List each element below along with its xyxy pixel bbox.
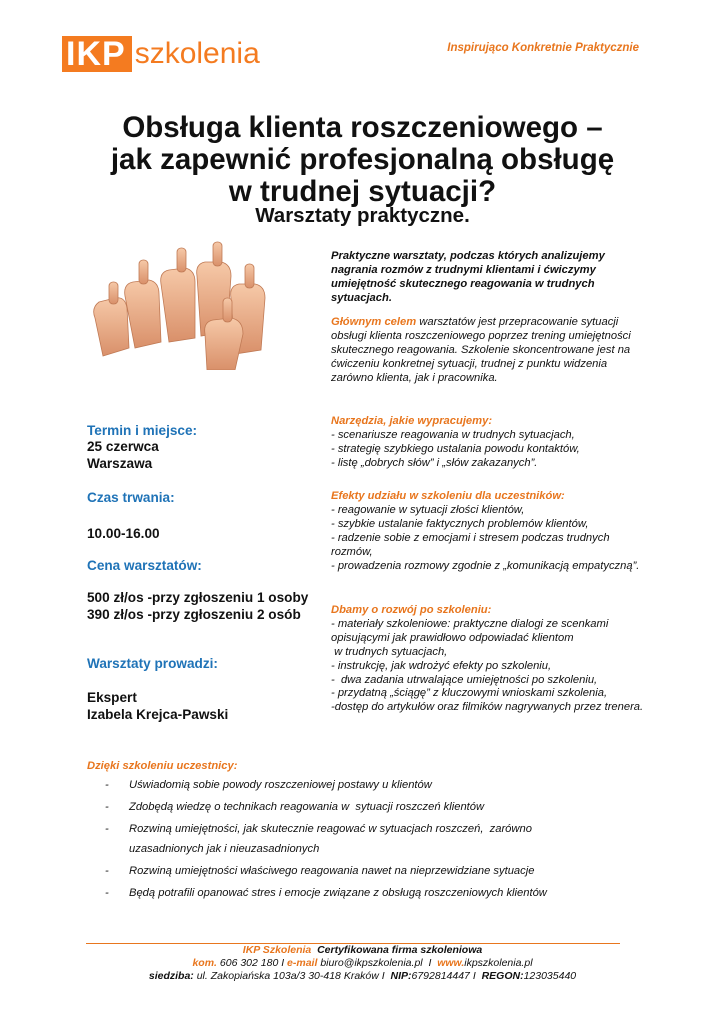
list-item bbox=[105, 778, 665, 792]
effects-heading: Efekty udziału w szkoleniu dla uczestników: bbox=[331, 490, 565, 502]
bullet-dash: - bbox=[105, 865, 109, 877]
list-item: - reagowanie w sytuacji złości klientów, bbox=[331, 503, 525, 516]
footer-nip: 6792814447 I bbox=[411, 970, 482, 982]
list-item: - dwa zadania utrwalające umiejętności po szkoleniu, bbox=[331, 673, 598, 686]
benefit-text: Zdobędą wiedzę o technikach reagowania w sytuacji roszczeń klientów bbox=[129, 801, 485, 813]
price-heading: Cena warsztatów: bbox=[87, 558, 202, 573]
goal-lead: Głównym celem bbox=[331, 316, 417, 328]
benefits-heading: Dzięki szkoleniu uczestnicy: bbox=[87, 760, 238, 772]
price-1: 500 zł/os -przy zgłoszeniu 1 osoby bbox=[87, 590, 309, 605]
list-item: - przydatną „ściągę” z kluczowymi wnioskami szkolenia, bbox=[331, 687, 608, 700]
term-place: Warszawa bbox=[87, 456, 153, 471]
benefit-text: Rozwiną umiejętności właściwego reagowania nawet na nieprzewidziane sytuacje bbox=[129, 865, 535, 877]
list-item: - strategię szybkiego ustalania powodu kontaktów, bbox=[331, 442, 580, 455]
list-item: - materiały szkoleniowe: praktyczne dialogi ze scenkami opisującymi jak prawidłowo odpowiadać klientom bbox=[331, 617, 609, 644]
development-heading: Dbamy o rozwój po szkoleniu: bbox=[331, 604, 492, 616]
trainer-name: Izabela Krejca-Pawski bbox=[87, 707, 229, 722]
benefit-text-cont: uzasadnionych jak i nieuzasadnionych bbox=[129, 843, 320, 855]
list-item-continuation bbox=[105, 842, 665, 856]
goal-text: warsztatów jest przepracowanie sytuacji obsługi klienta roszczeniowego poprzez trening umiejętności skutecznego reagowania. Szkolenie skoncentrowane jest na ćwiczeniu konkretnej sytuacji, trudnej z punktu widzenia zarówno klienta, jak i pracownika. bbox=[331, 316, 631, 384]
duration-section bbox=[87, 490, 327, 505]
goal-section bbox=[331, 316, 649, 386]
hours-section bbox=[87, 525, 327, 542]
benefit-text-wrap bbox=[129, 822, 665, 836]
title-line: Obsługa klienta roszczeniowego – bbox=[122, 111, 603, 144]
trainer-section bbox=[87, 656, 327, 671]
tools-heading: Narzędzia, jakie wypracujemy: bbox=[331, 415, 493, 427]
bullet-dash: - bbox=[105, 779, 109, 791]
footer-www[interactable]: ikpszkolenia.pl bbox=[464, 957, 533, 969]
footer-contact bbox=[40, 957, 685, 971]
footer-email-label: e-mail bbox=[287, 957, 318, 969]
bullet-dash: - bbox=[105, 801, 109, 813]
logo bbox=[62, 36, 260, 72]
development-section bbox=[331, 604, 649, 715]
footer-email[interactable]: biuro@ikpszkolenia.pl I bbox=[317, 957, 438, 969]
list-item: w trudnych sytuacjach, bbox=[331, 645, 448, 658]
intro-text bbox=[331, 250, 649, 306]
footer-nip-label: NIP: bbox=[390, 970, 412, 982]
list-item: - listę „dobrych słów” i „słów zakazanych”. bbox=[331, 456, 538, 469]
term-section bbox=[87, 423, 327, 472]
list-item bbox=[105, 864, 665, 878]
list-item: - scenariusze reagowania w trudnych sytuacjach, bbox=[331, 428, 575, 441]
page-title bbox=[40, 112, 685, 208]
logo-word: szkolenia bbox=[134, 37, 260, 70]
benefit-text: Rozwiną umiejętności, jak skutecznie reagować w sytuacjach roszczeń, zarówno bbox=[129, 823, 532, 835]
list-item bbox=[105, 800, 665, 814]
effects-list bbox=[331, 504, 649, 574]
footer-regon-label: REGON: bbox=[481, 970, 524, 982]
hours: 10.00-16.00 bbox=[87, 526, 160, 541]
footer-cert: Certyfikowana firma szkoleniowa bbox=[311, 944, 483, 956]
benefits-list bbox=[105, 778, 665, 908]
footer-www-label: www. bbox=[437, 957, 465, 969]
list-item: - szybkie ustalanie faktycznych problemów klientów, bbox=[331, 517, 589, 530]
price-section bbox=[87, 558, 327, 573]
effects-section bbox=[331, 490, 649, 573]
thumbs-up-hands-illustration bbox=[85, 238, 285, 370]
title-line: w trudnej sytuacji? bbox=[228, 175, 497, 208]
trainer-values bbox=[87, 689, 327, 723]
term-date: 25 czerwca bbox=[87, 439, 159, 454]
benefit-text: Będą potrafili opanować stres i emocje związane z obsługą roszczeniowych klientów bbox=[129, 887, 547, 899]
tools-section bbox=[331, 415, 649, 471]
footer-company-name: IKP Szkolenia bbox=[242, 944, 312, 956]
trainer-heading: Warsztaty prowadzi: bbox=[87, 656, 218, 671]
list-item: - radzenie sobie z emocjami i stresem podczas trudnych rozmów, bbox=[331, 531, 610, 558]
goal-paragraph bbox=[331, 316, 649, 386]
list-item: - instrukcję, jak wdrożyć efekty po szkoleniu, bbox=[331, 659, 552, 672]
subtitle: Warsztaty praktyczne. bbox=[255, 204, 470, 227]
footer-address bbox=[40, 970, 685, 984]
list-item bbox=[105, 822, 665, 836]
footer-company bbox=[40, 944, 685, 958]
tagline: Inspirująco Konkretnie Praktycznie bbox=[447, 42, 639, 54]
logo-box: IKP bbox=[62, 36, 132, 72]
bullet-dash: - bbox=[105, 823, 109, 835]
list-item: -dostęp do artykułów oraz filmików nagrywanych przez trenera. bbox=[331, 701, 644, 714]
footer-phone[interactable]: 606 302 180 I bbox=[216, 957, 288, 969]
tools-list bbox=[331, 429, 649, 471]
footer-regon: 123035440 bbox=[523, 970, 577, 982]
price-2: 390 zł/os -przy zgłoszeniu 2 osób bbox=[87, 607, 301, 622]
development-list bbox=[331, 618, 649, 715]
intro-paragraph: Praktyczne warsztaty, podczas których analizujemy nagrania rozmów z trudnymi klientami i ćwiczymy umiejętność skutecznego reagowania w trudnych sytuacjach. bbox=[331, 250, 605, 304]
term-heading: Termin i miejsce: bbox=[87, 423, 198, 438]
footer-seat-label: siedziba: bbox=[148, 970, 194, 982]
benefit-text: Uświadomią sobie powody roszczeniowej postawy u klientów bbox=[129, 779, 432, 791]
list-item: - prowadzenia rozmowy zgodnie z „komunikacją empatyczną”. bbox=[331, 559, 640, 572]
duration-heading: Czas trwania: bbox=[87, 490, 175, 505]
footer-kom-label: kom. bbox=[192, 957, 217, 969]
bullet-dash: - bbox=[105, 887, 109, 899]
footer-address-text: ul. Zakopiańska 103a/3 30-418 Kraków I bbox=[193, 970, 391, 982]
trainer-role: Ekspert bbox=[87, 690, 137, 705]
title-line: jak zapewnić profesjonalną obsługę bbox=[110, 143, 615, 176]
price-values bbox=[87, 589, 327, 623]
list-item bbox=[105, 886, 665, 900]
